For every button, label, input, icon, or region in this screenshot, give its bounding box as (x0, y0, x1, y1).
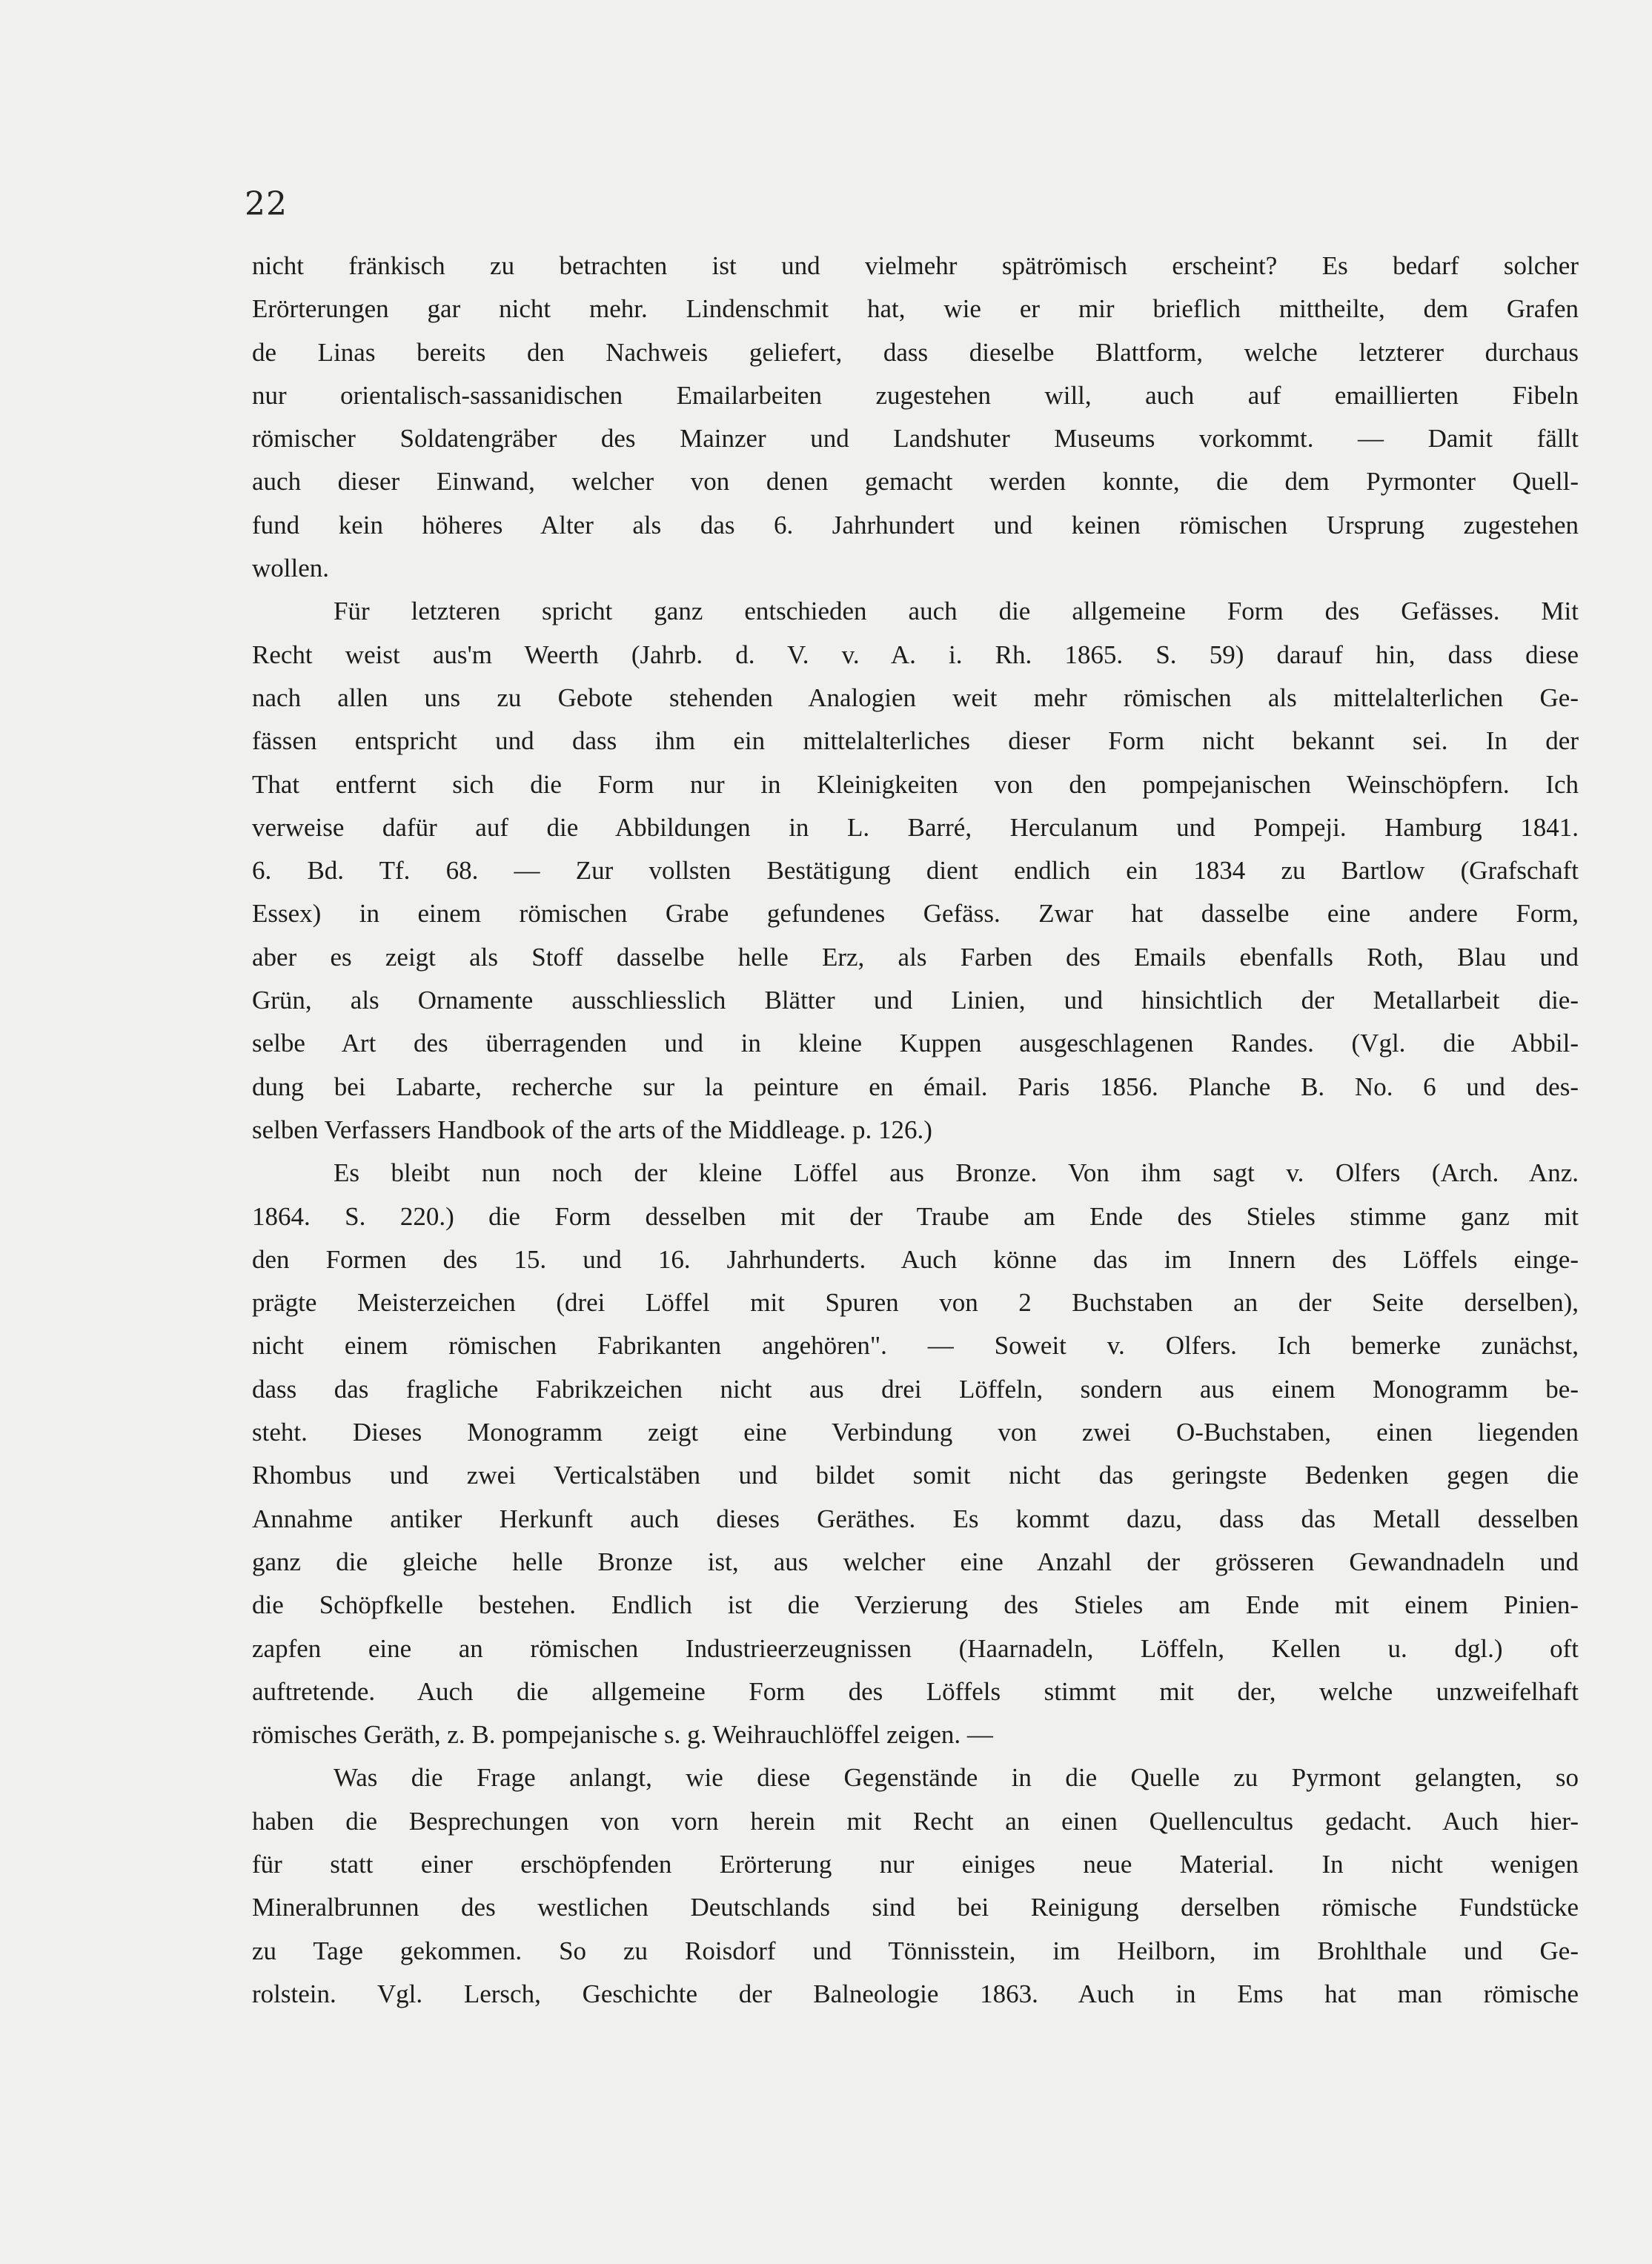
text-line: zapfen eine an römischen Industrieerzeugnissen (Haarnadeln, Löffeln, Kellen u. dgl.) oft (252, 1633, 1579, 1663)
text-line: zu Tage gekommen. So zu Roisdorf und Tönnisstein, im Heilborn, im Brohlthale und Ge- (252, 1936, 1579, 1965)
text-line: nicht fränkisch zu betrachten ist und vielmehr spätrömisch erscheint? Es bedarf solcher (252, 251, 1579, 280)
text-line: prägte Meisterzeichen (drei Löffel mit Spuren von 2 Buchstaben an der Seite derselben), (252, 1288, 1579, 1318)
text-line: selben Verfassers Handbook of the arts of the Middleage. p. 126.) (252, 1115, 932, 1144)
text-line: für statt einer erschöpfenden Erörterung nur einiges neue Material. In nicht wenigen (252, 1849, 1579, 1879)
text-line: rolstein. Vgl. Lersch, Geschichte der Balneologie 1863. Auch in Ems hat man römische (252, 1979, 1579, 2008)
text-line: Grün, als Ornamente ausschliesslich Blätter und Linien, und hinsichtlich der Metallarbeit die- (252, 986, 1579, 1015)
text-line: selbe Art des überragenden und in kleine Kuppen ausgeschlagenen Randes. (Vgl. die Abbil- (252, 1029, 1579, 1058)
text-line: Mineralbrunnen des westlichen Deutschlands sind bei Reinigung derselben römische Fundstücke (252, 1893, 1579, 1922)
text-line: aber es zeigt als Stoff dasselbe helle Erz, als Farben des Emails ebenfalls Roth, Blau und (252, 942, 1579, 972)
text-line: die Schöpfkelle bestehen. Endlich ist die Verzierung des Stieles am Ende mit einem Pinien- (252, 1590, 1579, 1620)
body-text (252, 245, 1579, 2016)
text-line: den Formen des 15. und 16. Jahrhunderts. Auch könne das im Innern des Löffels einge- (252, 1244, 1579, 1274)
page-number: 22 (245, 185, 288, 223)
text-line: römischer Soldatengräber des Mainzer und Landshuter Museums vorkommt. — Damit fällt (252, 424, 1579, 454)
text-line: verweise dafür auf die Abbildungen in L. Barré, Herculanum und Pompeji. Hamburg 1841. (252, 812, 1579, 842)
text-line: 1864. S. 220.) die Form desselben mit der Traube am Ende des Stieles stimme ganz mit (252, 1201, 1579, 1231)
text-line: Erörterungen gar nicht mehr. Lindenschmit hat, wie er mir brieflich mittheilte, dem Grafen (252, 294, 1579, 324)
paragraph-start-line: Es bleibt nun noch der kleine Löffel aus Bronze. Von ihm sagt v. Olfers (Arch. Anz. (334, 1158, 1579, 1188)
text-line: auftretende. Auch die allgemeine Form des Löffels stimmt mit der, welche unzweifelhaft (252, 1676, 1579, 1706)
text-line: dung bei Labarte, recherche sur la peinture en émail. Paris 1856. Planche B. No. 6 und des- (252, 1072, 1579, 1101)
text-line: Rhombus und zwei Verticalstäben und bildet somit nicht das geringste Bedenken gegen die (252, 1461, 1579, 1490)
text-line: nicht einem römischen Fabrikanten angehören". — Soweit v. Olfers. Ich bemerke zunächst, (252, 1331, 1579, 1361)
text-line: 6. Bd. Tf. 68. — Zur vollsten Bestätigung dient endlich ein 1834 zu Bartlow (Grafschaft (252, 856, 1579, 886)
text-line: ganz die gleiche helle Bronze ist, aus welcher eine Anzahl der grösseren Gewandnadeln und (252, 1547, 1579, 1576)
text-line: wollen. (252, 554, 330, 583)
text-line: de Linas bereits den Nachweis geliefert, dass dieselbe Blattform, welche letzterer durchaus (252, 337, 1579, 367)
text-line: fässen entspricht und dass ihm ein mittelalterliches dieser Form nicht bekannt sei. In der (252, 726, 1579, 756)
text-line: Recht weist aus'm Weerth (Jahrb. d. V. v. A. i. Rh. 1865. S. 59) darauf hin, dass diese (252, 640, 1579, 669)
paragraph-start-line: Was die Frage anlangt, wie diese Gegenstände in die Quelle zu Pyrmont gelangten, so (334, 1763, 1579, 1793)
text-line: steht. Dieses Monogramm zeigt eine Verbindung von zwei O-Buchstaben, einen liegenden (252, 1418, 1579, 1447)
text-line: Essex) in einem römischen Grabe gefundenes Gefäss. Zwar hat dasselbe eine andere Form, (252, 899, 1579, 929)
text-line: fund kein höheres Alter als das 6. Jahrhundert und keinen römischen Ursprung zugestehen (252, 510, 1579, 540)
text-line: dass das fragliche Fabrikzeichen nicht aus drei Löffeln, sondern aus einem Monogramm be- (252, 1374, 1579, 1404)
text-line: römisches Geräth, z. B. pompejanische s. g. Weihrauchlöffel zeigen. — (252, 1720, 993, 1750)
text-line: nach allen uns zu Gebote stehenden Analogien weit mehr römischen als mittelalterlichen Ge- (252, 683, 1579, 712)
text-line: auch dieser Einwand, welcher von denen gemacht werden konnte, die dem Pyrmonter Quell- (252, 467, 1579, 497)
text-line: Annahme antiker Herkunft auch dieses Geräthes. Es kommt dazu, dass das Metall desselben (252, 1504, 1579, 1533)
text-line: That entfernt sich die Form nur in Kleinigkeiten von den pompejanischen Weinschöpfern. Ich (252, 769, 1579, 799)
text-line: haben die Besprechungen von vorn herein mit Recht an einen Quellencultus gedacht. Auch hier- (252, 1806, 1579, 1836)
paragraph-start-line: Für letzteren spricht ganz entschieden auch die allgemeine Form des Gefässes. Mit (334, 597, 1579, 626)
text-line: nur orientalisch-sassanidischen Emailarbeiten zugestehen will, auch auf emaillierten Fibeln (252, 380, 1579, 410)
